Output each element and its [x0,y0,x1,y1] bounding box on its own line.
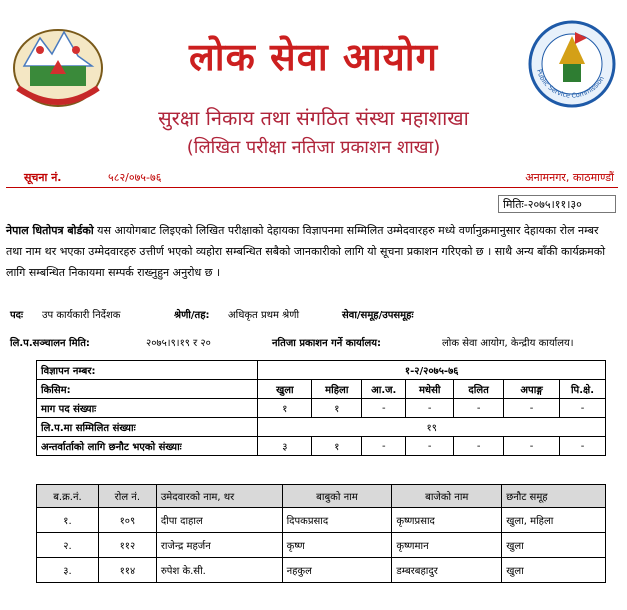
serial-cell: ३. [37,558,99,583]
exam-date-label: लि.प.सञ्चालन मिति: [10,338,90,349]
notice-date: मितिः-२०७५।११।३० [498,195,616,213]
roll-cell: १०९ [98,508,156,533]
exam-date-row [6,335,618,349]
ad-table [36,360,606,456]
column-header: बाजेको नाम [392,485,502,508]
post-value: उप कार्यकारी निर्देशक [42,310,121,321]
ad-number-label: विज्ञापन नम्बर: [37,361,258,380]
interview-row [37,437,606,456]
demand-cell: - [362,399,406,418]
column-header: छनौट समूह [502,485,606,508]
level-value: अधिकृत प्रथम श्रेणी [228,310,300,321]
grandfather-cell: कृष्णप्रसाद [392,508,502,533]
demand-cell: १ [258,399,312,418]
office-value: लोक सेवा आयोग, केन्द्रीय कार्यालय। [442,338,574,349]
category-cell: अपाङ्ग [504,380,560,399]
psc-logo-icon [527,18,617,110]
demand-cell: - [406,399,454,418]
demand-cell: - [504,399,560,418]
group-cell: खुला [502,533,606,558]
post-row [6,307,618,321]
demand-cell: - [454,399,504,418]
type-row [37,380,606,399]
table-row [37,558,606,583]
serial-cell: १. [37,508,99,533]
roll-cell: ११२ [98,533,156,558]
office-label: नतिजा प्रकाशन गर्ने कार्यालय: [272,338,382,349]
name-cell: दीपा दाहाल [156,508,282,533]
post-label: पदः [10,310,24,321]
father-cell: नहकुल [282,558,392,583]
page-title: लोक सेवा आयोग [188,34,439,79]
ad-number-value: १-२/२०७५-७६ [258,361,606,380]
column-header: रोल नं. [98,485,156,508]
exam-date-value: २०७५।९।१९ र २० [146,338,211,349]
type-label: किसिम: [37,380,258,399]
interview-cell: - [504,437,560,456]
participants-label: लि.प.मा सम्मिलित संख्याः [37,418,258,437]
org-name: नेपाल धितोपत्र बोर्डको [6,224,94,237]
notice-label: सूचना नं. [24,171,62,184]
service-label: सेवा/समूह/उपसमूहः [342,310,414,321]
category-cell: महिला [312,380,362,399]
interview-cell: - [362,437,406,456]
category-cell: मधेसी [406,380,454,399]
demand-cell: १ [312,399,362,418]
category-cell: आ.ज. [362,380,406,399]
section-name: (लिखित परीक्षा नतिजा प्रकाशन शाखा) [186,137,441,158]
ad-number-row [37,361,606,380]
column-header: ब.क्र.नं. [37,485,99,508]
demand-row [37,399,606,418]
column-header: बाबुको नाम [282,485,392,508]
interview-label: अन्तर्वार्ताको लागि छनौट भएको संख्याः [37,437,258,456]
psc-logo-text: Public Service Commission [535,68,606,100]
participants-row [37,418,606,437]
group-cell: खुला [502,558,606,583]
grandfather-cell: डम्बरबहादुर [392,558,502,583]
level-label: श्रेणी/तह: [174,310,210,321]
father-cell: दिपकप्रसाद [282,508,392,533]
notice-row [6,168,618,186]
table-row [37,508,606,533]
division-name: सुरक्षा निकाय तथा संगठित संस्था महाशाखा [158,106,469,130]
notice-location: अनामनगर, काठमाण्डौं [525,171,614,184]
demand-cell: - [559,399,605,418]
column-header: उमेदवारको नाम, थर [156,485,282,508]
group-cell: खुला, महिला [502,508,606,533]
table-row [37,533,606,558]
name-cell: राजेन्द्र महर्जन [156,533,282,558]
interview-cell: ३ [258,437,312,456]
interview-cell: - [559,437,605,456]
notice-body-text: यस आयोगबाट लिइएको लिखित परीक्षाको देहायका विज्ञापनमा सम्मिलित उम्मेदवारहरु मध्ये वर्णानुक्रमानुसार देहायका रोल नम्बर तथा नाम थर भएका उम्मेदवारहरु उत्तीर्ण भएको व्यहोरा सम्बन्धित सबैको जानकारीको लागि यो सूचना प्रकाशन गरिएको छ । साथै अन्य बाँकी कार्यक्रमको लागि सम्बन्धित निकायमा सम्पर्क राख्नुहुन अनुरोध छ । [6,224,606,279]
category-cell: पि.क्षे. [559,380,605,399]
candidates-table [36,484,606,583]
category-cell: दलित [454,380,504,399]
interview-cell: १ [312,437,362,456]
demand-label: माग पद संख्याः [37,399,258,418]
table-header-row [37,485,606,508]
interview-cell: - [454,437,504,456]
father-cell: कृष्ण [282,533,392,558]
participants-value: १९ [258,418,606,437]
notice-paragraph [6,220,618,283]
category-cell: खुला [258,380,312,399]
divider [6,187,618,188]
interview-cell: - [406,437,454,456]
name-cell: रुपेश के.सी. [156,558,282,583]
grandfather-cell: कृष्णमान [392,533,502,558]
notice-number: ५८२/०७५-७६ [108,171,162,184]
serial-cell: २. [37,533,99,558]
roll-cell: ११४ [98,558,156,583]
